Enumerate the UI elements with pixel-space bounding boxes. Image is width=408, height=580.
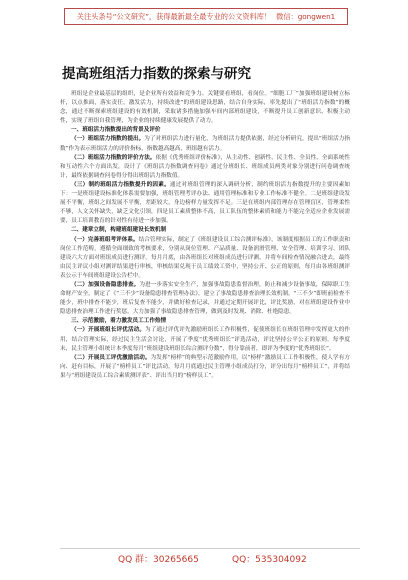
promo-banner-wechat: 微信：gongwen1 [276,12,336,21]
body-paragraph [60,135,350,153]
paragraph-text: 三、示范激励，着力激发员工工作热情 [71,318,167,325]
paragraph-text: 一、班组活力指数提出的背景及评价 [71,127,161,134]
paragraph-text: 通过对班组管理的深入调研分析，制约班组活力指数提升的主要因素如下：一是班组建设标准化体系需要加强，班组管理考评办法、通用管理标准和专业工作标准不健全。二是班组建设发展不平衡，班组之间发展不平衡，差距较大，身边榜样力量发挥不足。三是在班组内部管理存在管理盲区，管理柔性不够，人文关怀缺失，缺乏文化引领，四是员工素质整体不高，员工队伍的整体素质和能力不能完全适应企业发展需要，员工培训教育的针对性有待进一步加强。 [60,181,350,225]
body-paragraph [60,154,350,181]
promo-banner-text: 关注头条号“公文研究”，获得最新最全最专业的公文资料库！ [76,12,272,21]
subsection-lead: （一）完善班组考评体系。 [71,236,139,243]
subsection-lead: （一）开展班组长评优活动。 [71,327,146,334]
body-paragraph [60,236,350,281]
paragraph-text: 为了对班组活力进行量化，为班组活力提供依据，经过分析研究，提出“班组活力指数”作为表示班组活力的评价指标，指数越高越高，班组越有活力。 [60,136,350,152]
paragraph-text: 为发挥“榜样”的典型示范激励作用，以“榜样”激励员工工作积极性，使人学有方向、赶有目标，开展了“榜样员工”评比活动，每月月底通过民主管理小组成员打分，评分出每月“榜样员工”，并将结果与“班组建设员工综合素质测评表”、评出当月的“榜样员工”。 [60,354,350,379]
body-paragraph [60,354,350,381]
promo-banner [64,8,348,25]
subsection-lead: （二）加强设备隐患排查。 [71,281,140,288]
footer-qq-group: QQ 群：30265665 [118,555,199,565]
paragraph-text: 依据《优秀班组评价标准》，从主动性、创新性、民主性、全员性、全面系统性和互动性六个方面出发，设计了《班组活力指数调查问卷》通过分班组长、班组成员两类对象分别进行问卷调查统计，最终依据调查问卷得分得出班组活力指数值。 [60,154,350,179]
subsection-lead: （二）班组活力指数的评价方法。 [71,154,156,161]
paragraph-text: 为了通过评优评先激励班组长工作积极性，促使班组长在班组管理中发挥更大的作用，结合管理实际，经过民主生活会讨论，开展了季度“优秀班组长”评选活动，评比坚持公平公正的原则。每季度末，民主管理小组统计本季度每月“班组建设班组长综合测评分数”，得分靠前者，即评为季度的“优秀班组长”。 [60,327,350,352]
subsection-lead: （二）开展员工评优激励活动。 [71,354,151,361]
page-footer [60,548,360,563]
body-paragraph [60,181,350,226]
paragraph-text: 班组是企业最基层的组织，是企业所有效益和竞争力、关键要看班组，看岗位。“细胞工厂”加强班组建设树立标杆，以点推面，落实责任，激发活力，持续改进”的班组建设思路，结合自身实际，率先提出了“班组活力指数”的概念，通过不断探索班组建设的有效机制，采取诸多措施加强车间内部班组建设，不断提升员工创新意识、积极主动性，实现了班组自我管理，为企业的持续健康发展提供了动力。 [60,91,350,125]
section-heading [60,317,350,326]
subsection-lead: （一）班组活力指数的提出。 [71,136,145,143]
body-paragraph [60,90,350,126]
body-paragraph [60,326,350,353]
paragraph-text: 结合管理实际，制定了《班组建设员工综合测评标准》，该制度根据员工的工作职责和岗位工作范畴，遵循全面细致的考核要求，分别从岗位管理、产品质量、设备润滑管理、安全管理、培训学习、团队建设六大方面对班组成员进行测评。每月月底，由各班组长对班组成员进行评测，并将车间检查情况融合进去，最终由民主评议小组对测评结果进行审核，审核结果兑现于员工绩效工资中，坚持公开、公正的原则，每月由各班组测评表公示于车间班组建设公告栏中。 [60,236,350,279]
paragraph-text: 二、建章立制，构建班组建设长效机制 [71,227,167,234]
body-paragraph [60,281,350,317]
section-heading [60,226,350,235]
document-body [60,90,350,381]
document-title: 提高班组活力指数的探索与研究 [62,66,251,82]
subsection-lead: （三）制约班组活力指数提升的因素。 [71,181,170,188]
section-heading [60,126,350,135]
footer-qq-number: QQ：535304092 [232,555,307,565]
paragraph-text: 为进一步落实安全生产，加强事故隐患监督治理，防止和减少设备事故，保障职工生命财产安全，制定了《“三不少”设备隐患排查管理办法》，建立了事故隐患排查治理长效机制。“三不少”即班前检查不能少，班中排查不能少，班后复查不能少，并做好检查记录，并通过定期开展评比，评比奖励，对在班组建设作业中隐患排查治理工作进行奖惩。大力加强了事故隐患排查管理，做到及时发现、消除、杜绝隐患。 [60,281,350,316]
